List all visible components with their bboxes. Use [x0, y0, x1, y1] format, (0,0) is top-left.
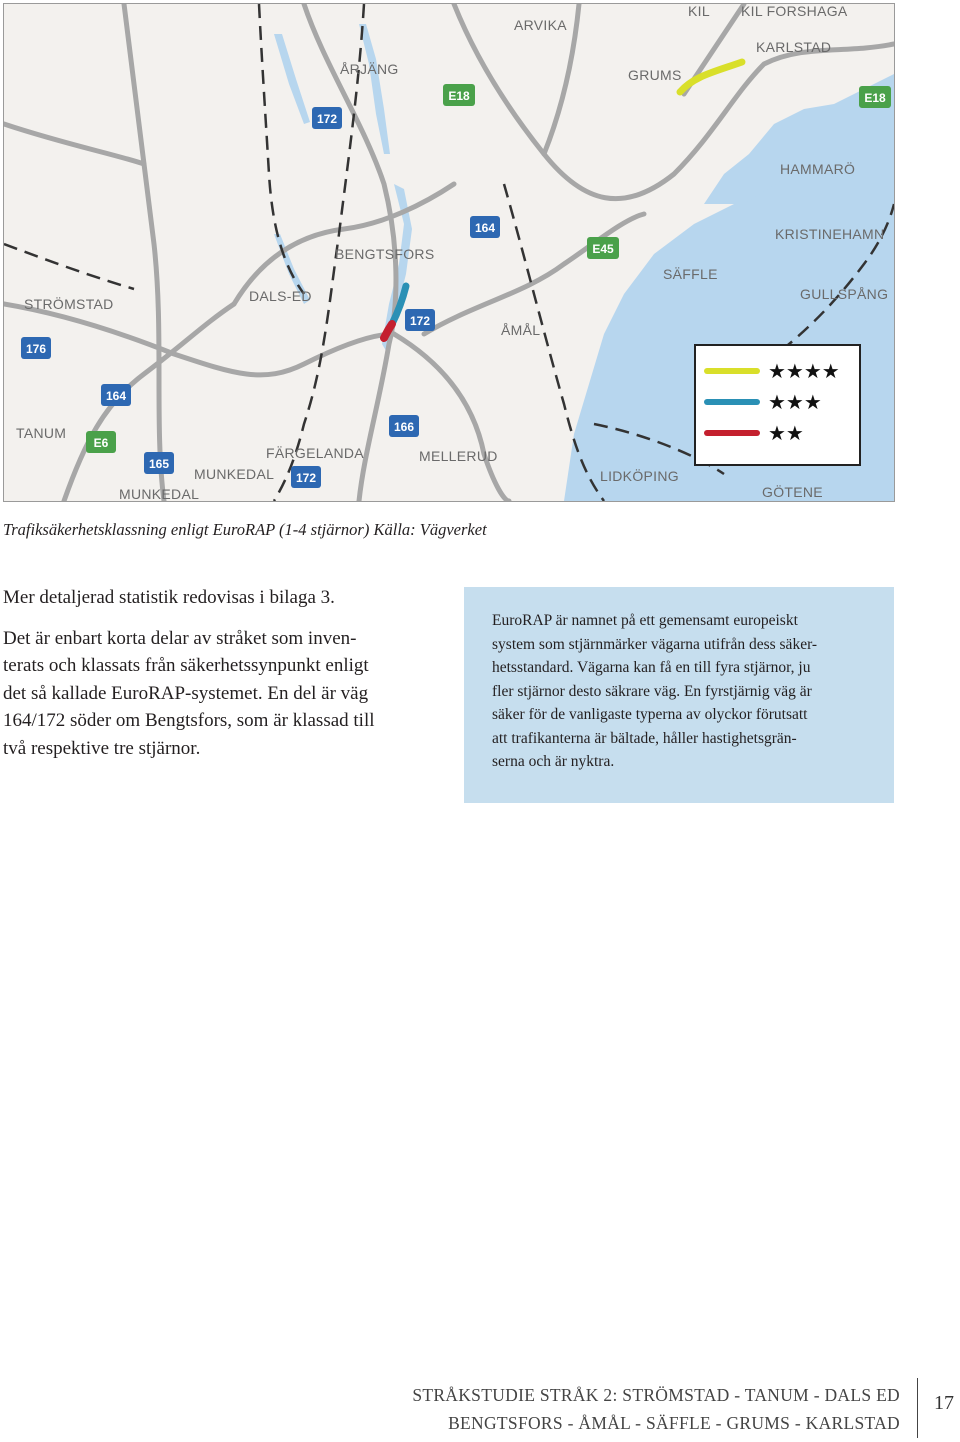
label-dals-ed: DALS-ED: [249, 288, 312, 304]
svg-text:172: 172: [316, 112, 338, 126]
label-tanum: TANUM: [16, 425, 67, 441]
body-text: [3, 584, 443, 762]
svg-text:164: 164: [105, 389, 127, 403]
infobox-line: säker för de vanligaste typerna av olyckor förutsatt: [492, 706, 808, 723]
eurorap-map: [3, 3, 895, 502]
page-footer: [412, 1381, 900, 1437]
footer-divider: [917, 1378, 918, 1438]
map-legend: [695, 345, 860, 465]
infobox-line: hetsstandard. Vägarna kan få en till fyra stjärnor, ju: [492, 659, 811, 676]
shield-e18-west: [443, 84, 475, 106]
infobox-line: att trafikanterna är bältade, håller hastighetsgrän-: [492, 729, 797, 747]
infobox-line: EuroRAP är namnet på ett gemensamt europeiskt: [492, 612, 798, 629]
shield-166: [389, 415, 419, 437]
label-lidkoping: LIDKÖPING: [600, 468, 679, 484]
label-stromstad: STRÖMSTAD: [24, 296, 114, 312]
body-paragraph-1: Mer detaljerad statistik redovisas i bilaga 3.: [3, 587, 335, 608]
infobox-line: system som stjärnmärker vägarna utifrån dess säker-: [492, 635, 818, 653]
svg-text:E45: E45: [592, 242, 614, 256]
legend-stars-4: ★★★★: [768, 359, 840, 383]
label-hammaro: HAMMARÖ: [780, 161, 856, 177]
svg-text:172: 172: [409, 314, 431, 328]
shield-e45: [587, 237, 619, 259]
body-line: terats och klassats från säkerhetssynpunkt enligt: [3, 655, 369, 676]
label-arvika: ARVIKA: [514, 17, 567, 33]
svg-text:E6: E6: [93, 436, 109, 450]
shield-164-west: [101, 384, 131, 406]
label-amal: ÅMÅL: [501, 322, 541, 338]
label-arjang: ÅRJÄNG: [340, 61, 399, 77]
body-line: det så kallade EuroRAP-systemet. En del är väg: [3, 682, 369, 704]
shield-e18-east: [859, 86, 891, 108]
svg-text:E18: E18: [864, 91, 886, 105]
svg-text:165: 165: [148, 457, 170, 471]
label-bengtsfors: BENGTSFORS: [335, 246, 435, 262]
map-caption: Trafiksäkerhetsklassning enligt EuroRAP (1-4 stjärnor) Källa: Vägverket: [3, 520, 487, 539]
shield-176: [21, 337, 51, 359]
page-number: 17: [934, 1392, 954, 1414]
svg-text:164: 164: [474, 221, 496, 235]
label-kil: KIL: [688, 4, 710, 19]
label-kristinehamn: KRISTINEHAMN: [775, 226, 885, 242]
eurorap-info-box: [464, 587, 894, 803]
svg-text:E18: E18: [448, 89, 470, 103]
svg-text:172: 172: [295, 471, 317, 485]
footer-line-2: BENGTSFORS - ÅMÅL - SÄFFLE - GRUMS - KARLSTAD: [448, 1413, 900, 1433]
label-munkedal-2: MUNKEDAL: [119, 486, 200, 501]
shield-172-south: [291, 466, 321, 488]
legend-stars-3: ★★★: [768, 390, 822, 414]
map-canvas: [4, 4, 894, 501]
label-saffle: SÄFFLE: [663, 266, 718, 282]
shield-165: [144, 452, 174, 474]
body-line: Det är enbart korta delar av stråket som inven-: [3, 627, 357, 649]
shield-172-north: [312, 107, 342, 129]
infobox-text: [492, 609, 872, 774]
body-paragraph-2: [3, 625, 443, 763]
label-gotene: GÖTENE: [762, 484, 823, 500]
infobox-line: fler stjärnor desto säkrare väg. En fyrstjärnig väg är: [492, 682, 812, 700]
label-fargelanda: FÄRGELANDA: [266, 445, 364, 461]
label-grums: GRUMS: [628, 67, 682, 83]
footer-line-1: STRÅKSTUDIE STRÅK 2: STRÖMSTAD - TANUM - DALS ED: [412, 1385, 900, 1405]
shield-164-north: [470, 216, 500, 238]
svg-text:166: 166: [393, 420, 415, 434]
label-gullspang: GULLSPÅNG: [800, 286, 889, 302]
body-line: två respektive tre stjärnor.: [3, 737, 201, 759]
legend-stars-2: ★★: [768, 421, 804, 445]
infobox-line: serna och är nyktra.: [492, 753, 615, 770]
shield-e6: [86, 431, 116, 453]
label-mellerud: MELLERUD: [419, 448, 498, 464]
shield-172-mid: [405, 309, 435, 331]
label-kil-forshaga: KIL FORSHAGA: [741, 4, 848, 19]
label-munkedal: MUNKEDAL: [194, 466, 275, 482]
svg-text:176: 176: [25, 342, 47, 356]
body-line: 164/172 söder om Bengtsfors, som är klassad till: [3, 710, 375, 731]
label-karlstad: KARLSTAD: [756, 39, 832, 55]
